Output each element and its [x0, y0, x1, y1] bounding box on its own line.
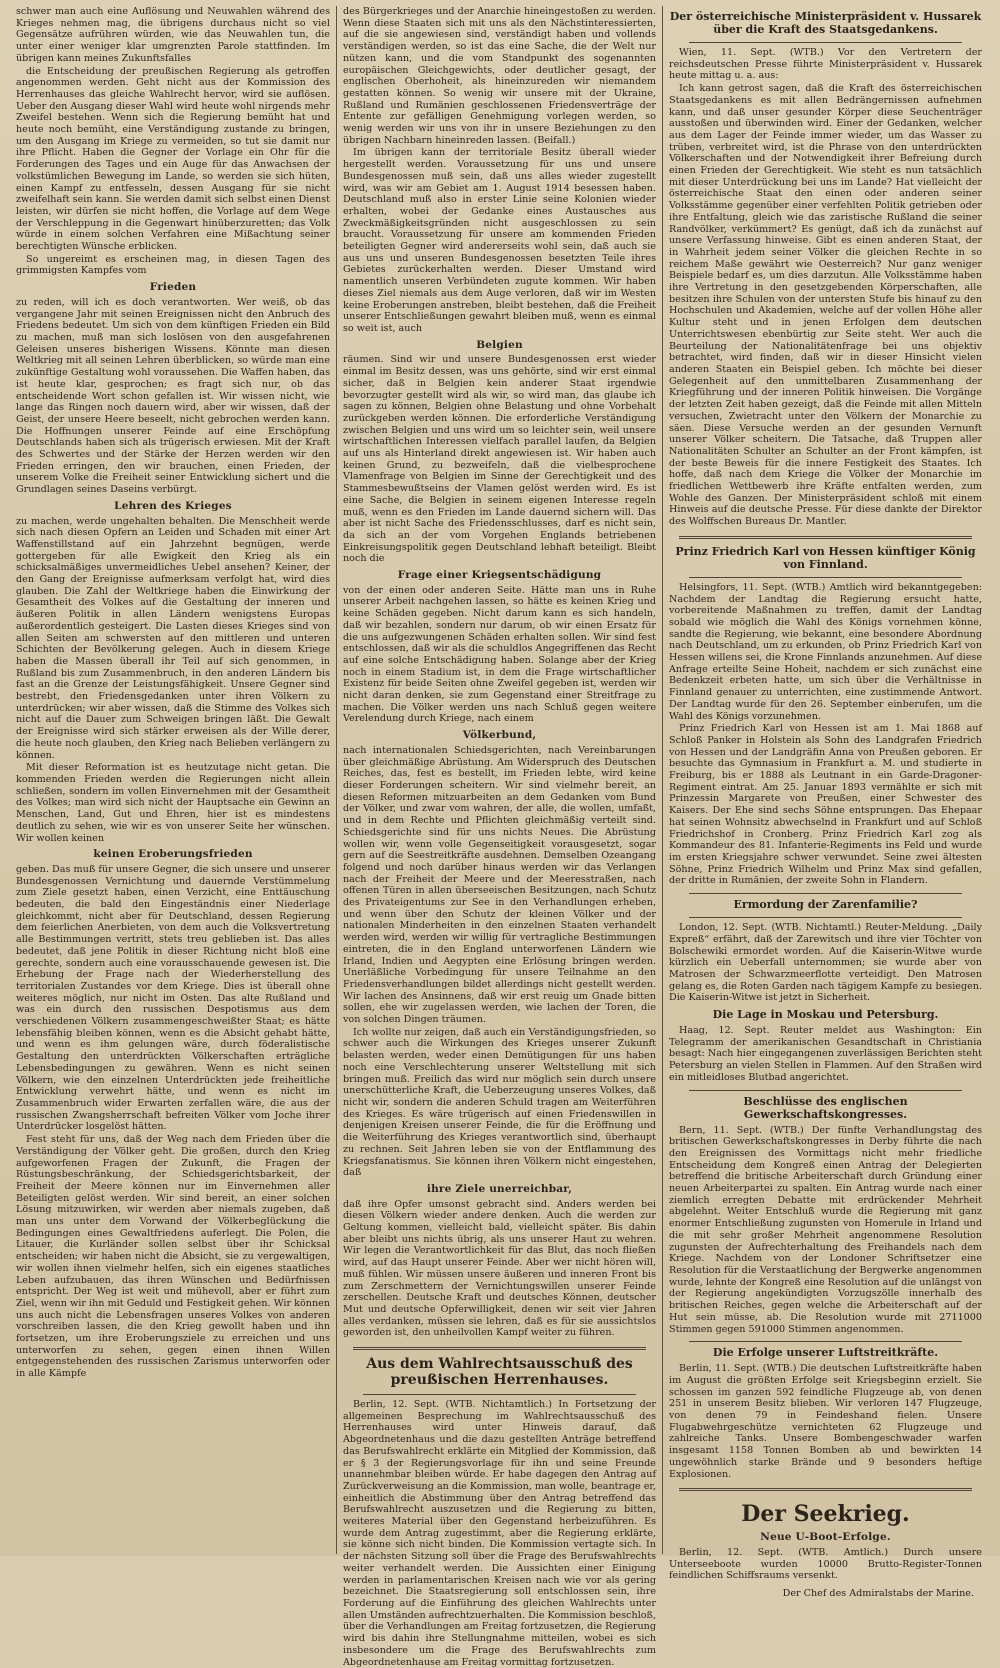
paragraph: Helsingfors, 11. Sept. (WTB.) Amtlich wird bekanntgegeben: Nachdem der Landtag die Regierung ersucht hatte, vorbereitende Maßnahmen zu treffen, damit der Landtag sobald wie möglich die Wahl des Königs vornehmen könne, sandte die Regierung, wie bekannt, eine besondere Abordnung nach Deutschland, um zu erkunden, ob Prinz Friedrich Karl von Hessen willens sei, die Krone Finnlands anzunehmen. Auf diese Anfrage erteilte Seine Hoheit, nachdem er sich zunächst eine Bedenkzeit erbeten hatte, um sich über die Verhältnisse in Finnland genauer zu unterrichten, eine zustimmende Antwort. Der Landtag wurde für den 26. September einberufen, um die Wahl des Königs vorzunehmen.	[669, 581, 982, 722]
paragraph: Fest steht für uns, daß der Weg nach dem Frieden über die Verständigung der Völker geht. Die großen, durch den Krieg aufgeworfenen Fragen der Zukunft, die Fragen der Rüstungsbeschränkung, der Schiedsgerichtsbarkeit, der Freiheit der Meere können nur im Einvernehmen aller Beteiligten gelöst werden. Wir sind bereit, an einer solchen Lösung mitzuwirken, wir werden aber niemals zugeben, daß man uns unter dem Vorwand der Völkerbeglückung die Bedingungen eines Gewaltfriedens auferlegt. Die Polen, die Litauer, die Kurländer sollen selbst über ihr Schicksal entscheiden; wir haben nicht die Absicht, sie zu vergewaltigen, wir wollen ihnen vielmehr helfen, sich ein eigenes staatliches Leben aufzubauen, das ihren Wünschen und Bedürfnissen entspricht. Der Weg ist weit und mühevoll, aber er führt zum Ziel, wenn wir ihn mit Geduld und Festigkeit gehen. Wir können uns auch nicht die Lebensfragen unseres Volkes von anderen vorschreiben lassen, die den Krieg gewollt haben und ihn fortsetzen, um ihre Eroberungsziele zu erreichen und uns unterworfen zu sehen, gegen einen ihnen Willen entgegenstehenden des russischen Zarismus unterworfen oder in alle Kämpfe	[16, 1134, 330, 1380]
paragraph: Bern, 11. Sept. (WTB.) Der fünfte Verhandlungstag des britischen Gewerkschaftskongresses in Derby führte die nach den Ereignissen des Vormittags nicht mehr friedliche Entscheidung dem Kongreß einen Antrag der Delegierten betreffend die britische Arbeiterschaft durch Gründung einer neuen Arbeiterpartei zu spalten. Ein Antrag wurde nach einer ziemlich erregten Debatte mit erdrückender Mehrheit abgelehnt. Weiter Entschluß wurde die Regierung mit ganz enormer Entschließung zugunsten von Homerule in Irland und die mit sehr großer Mehrheit angenommene Resolution zugunsten der Aufrechterhaltung des Freihandels nach dem Kriege. Nachdem von der Londoner Schriftsetzer eine Resolution für die Verstaatlichung der Bergwerke angenommen wurde, lehnte der Kongreß eine Resolution auf die unlängst von der Regierung angekündigten Vorzugszölle innerhalb des britischen Reiches, gegen welche die Arbeiterschaft auf der Hut sein müsse, ab. Die Resolution wurde mit 2711000 Stimmen gegen 591000 Stimmen angenommen.	[669, 1124, 982, 1335]
column-1	[10, 6, 336, 1554]
subheading-kriegsentschaedigung: Frage einer Kriegsentschädigung	[397, 569, 602, 582]
paragraph: Ich kann getrost sagen, daß die Kraft des österreichischen Staatsgedankens es mit allen Bedrängernissen aufnehmen kann, und daß unser gesunder Körper diese Seuchenträger ausstoßen und überwinden wird. Einer der Gedanken, welcher aus dem Lager der Feinde immer wieder, um das Wasser zu trüben, verbreitet wird, ist die Phrase von den unterdrückten Völkerschaften und der Notwendigkeit ihrer Befreiung durch einen Frieden der Gerechtigkeit. Wie steht es nun tatsächlich mit dieser Unterdrückung bei uns im Lande? Hat vielleicht der österreichische Staat den einen oder anderen seiner Volksstämme gegenüber einer verfehlten Politik getrieben oder ihre Entfaltung, gleich wie das zaristische Rußland die seiner Randvölker, verkümmert? Es genügt, daß ich da zunächst auf unsere Verfassung hinweise. Gibt es einen anderen Staat, der in Wahrheit jedem seiner Völker die gleichen Rechte in so reichem Maße gewährt wie Oesterreich? Nur ganz weniger Beispiele bedarf es, um dies darzutun. Alle Volksstämme haben ihre Vertretung in den gesetzgebenden Körperschaften, alle besitzen ihre Schulen von der untersten Stufe bis hinauf zu den Hochschulen und Akademien, welche auf der vollen Höhe aller Kultur steht und in jenen Erfolgen dem deutschen Unterrichtswesen ebenbürtig zur Seite steht. Wer auch die Beurteilung der Nationalitätenfrage bei uns objektiv betrachtet, wird finden, daß wir in dieser Hinsicht vielen anderen Staaten ein Beispiel geben. Ich möchte bei dieser Gelegenheit auf den unmittelbaren Zusammenhang der Kriegführung und der inneren Politik hinweisen. Die Vorgänge der letzten Zeit haben gezeigt, daß die Feinde mit allen Mitteln versuchen, Zwietracht unter den Völkern der Monarchie zu säen. Diese Versuche werden an der gesunden Vernunft unserer Völker scheitern. Die Tatsache, daß Truppen aller Nationalitäten Schulter an Schulter an der Front kämpfen, ist der beste Beweis für die innere Festigkeit des Staates. Ich hoffe, daß nach dem Kriege die Völker der Monarchie im friedlichen Wettbewerb ihre Kräfte entfalten werden, zum Wohle des Ganzen. Der Ministerpräsident schloß mit einem Hinweis auf die deutsche Presse. Für diese dankte der Direktor des Wolffschen Bureaus Dr. Mantler.	[669, 83, 982, 528]
divider	[679, 536, 972, 539]
paragraph: Berlin, 12. Sept. (WTB. Amtlich.) Durch unsere Unterseeboote wurden 10000 Brutto-Register-Tonnen feindlichen Schiffsraums versenkt.	[669, 1546, 982, 1582]
subheading-u-boot: Neue U-Boot-Erfolge.	[760, 1531, 891, 1544]
divider	[689, 577, 962, 578]
paragraph: geben. Das muß für unsere Gegner, die sich unsere und unserer Bundesgenossen Vernichtung und dauernde Verstümmelung zum Ziele gesetzt haben, einen Verzicht, eine Enttäuschung bedeuten, die bald den Eingeständnis einer Niederlage gleichkommt, nicht aber für Deutschland, dessen Regierung dem feierlichen Anerbieten, von dem auch die Volksvertretung alle Bestimmungen vertritt, stets treu geblieben ist. Das alles bedeutet, daß jene Politik in dieser Richtung nicht bloß eine gerechte, sondern auch eine vorausschauende gewesen ist. Die Erhebung der Frage nach der Wiederherstellung des territorialen Zustandes vor dem Kriege. Dies ist überall ohne weiteres möglich, nur nicht im Osten. Das alte Rußland und was ein durch den russischen Despotismus aus dem verschiedenen Völkern zusammengeschweißter Staat; es hätte lebensfähig bleiben können, wenn es die Absicht gehabt hätte, und wenn es ihm gelungen wäre, durch föderalistische Gestaltung den unterdrückten Völkerschaften erträgliche Lebensbedingungen zu gewähren. Wenn es nicht seinen Völkern, wie den einzelnen Unterdrückten jede freiheitliche Entwicklung verwehrt hätte, und wenn es nicht im Zusammenbruch wider Erwarten zerfallen wäre, die aus der russischen Zwangsherrschaft befreiten Völker vom Joche ihrer Unterdrücker losgelöst hätten.	[16, 863, 330, 1133]
paragraph: räumen. Sind wir und unsere Bundesgenossen erst wieder einmal im Besitz dessen, was uns gehörte, sind wir erst einmal sicher, daß in Belgien kein anderer Staat irgendwie bevorzugter gestellt wird als wir, so wird man, das glaube ich sagen zu können, Belgien ohne Belastung und ohne Vorbehalt zurückgeben werden können. Die erforderliche Verständigung zwischen Belgien und uns wird um so leichter sein, weil unsere wirtschaftlichen Interessen vielfach parallel laufen, da Belgien auf uns als Hinterland direkt angewiesen ist. Wir haben auch keinen Grund, zu bezweifeln, daß die vielbesprochene Vlamenfrage von Belgien im Sinne der Gerechtigkeit und des Stammesbewußtseins der Vlamen gelöst werden wird. Es ist eine Sache, die Belgien in seinem eigenen Interesse regeln muß, wenn es den Frieden im Lande dauernd sichern will. Das aber ist nicht Sache des Friedensschlusses, darf es nicht sein, da sich an der vom Vorgehen Englands betriebenen Einkreisungspolitik gegen Deutschland lebhaft beteiligt. Bleibt noch die	[343, 354, 656, 565]
subheading-belgien: Belgien	[476, 338, 523, 351]
paragraph: London, 12. Sept. (WTB. Nichtamtl.) Reuter-Meldung. „Daily Expreß“ erfährt, daß der Zarewitsch und ihre vier Töchter von Bolschewiki ermordet worden. Auf die Kaiserin-Witwe wurde kürzlich ein Ueberfall unternommen; sie wurde aber von Matrosen der Schwarzmeerflotte verteidigt. Den Matrosen gelang es, die Roten Garden nach tägigem Kampfe zu besiegen. Die Kaiserin-Witwe ist jetzt in Sicherheit.	[669, 922, 982, 1004]
article-headline-seekrieg: Der Seekrieg.	[741, 1501, 910, 1528]
divider	[689, 1090, 962, 1091]
paragraph: So ungereimt es erscheinen mag, in diesen Tagen des grimmigsten Kampfes vom	[16, 253, 330, 277]
paragraph: Im übrigen kann der territoriale Besitz überall wieder hergestellt werden. Voraussetzung für uns und unsere Bundesgenossen muß sein, daß uns alles wieder zugestellt wird, was wir am Gebiet am 1. August 1914 besessen haben. Deutschland muß also in erster Linie seine Kolonien wieder erhalten, wobei der Gedanke eines Austausches aus Zweckmäßigkeitsgründen nicht ausgeschlossen zu sein braucht. Voraussetzung für unsere am kommenden Frieden beteiligten Gegner wird andererseits wohl sein, daß auch sie aus uns und unseren Bundesgenossen besetzten Teile ihres Gebietes zurückerhalten werden. Dieser Umstand wird namentlich unseren Verbündeten zugute kommen. Wir haben dieses Ziel niemals aus dem Auge verloren, daß wir im Westen keine Eroberungen anstreben, bleibt bestehen, daß die Freiheit unserer Entschließungen gewahrt bleiben muß, wenn es einmal so weit ist, auch	[343, 147, 656, 334]
subheading-voelkerbund: Völkerbund,	[462, 729, 537, 742]
divider	[689, 893, 962, 894]
paragraph: die Entscheidung der preußischen Regierung als getroffen angenommen werden. Geht nicht aus der Kommission des Herrenhauses das gleiche Wahlrecht hervor, wird sie auflösen. Ueber den Ausgang dieser Wahl wird heute wohl nirgends mehr Zweifel bestehen. Wenn sich die Regierung bemüht hat und heute noch bemüht, eine Verständigung zustande zu bringen, um den Ausgang im Kriege zu vermeiden, so tut sie damit nur ihre Pflicht. Haben die Gegner der Vorlage ein Ohr für die Forderungen des Tages und ein Auge für das Anwachsen der volkstümlichen Bewegung im Lande, so werden sie sich hüten, einen Kampf zu entfesseln, dessen Ausgang für sie nicht zweifelhaft sein kann. Sie werden damit sich selbst einen Dienst leisten, wir dürfen sie nicht hoffen, die Vorlage auf dem Wege der Verschleppung in die Gegenwart hinüberzuretten; das Volk würde in einem solchen Verfahren eine Mißachtung seiner berechtigten Wünsche erblicken.	[16, 65, 330, 253]
article-headline-wahlrecht: Aus dem Wahlrechtsausschuß des preußischen Herrenhauses.	[366, 1356, 633, 1389]
paragraph: Ich wollte nur zeigen, daß auch ein Verständigungsfrieden, so schwer auch die Wirkungen des Krieges unserer Zukunft belasten werden, weder einen Demütigungen für uns haben noch eine Verschlechterung unserer Weltstellung mit sich bringen muß. Freilich das wird nur möglich sein durch unsere unerschütterliche Kraft, die Ueberzeugung unseres Volkes, daß nicht wir, sondern die anderen Schuld tragen am Weiterführen des Krieges. Es wäre trügerisch auf einen Friedenswillen in denjenigen Kreisen unserer Feinde, die für die Eröffnung und die Weiterführung des Krieges verantwortlich sind, überhaupt zu rechnen. Seit Jahren leben sie von der Entflammung des Kriegsfanatismus. Sie können ihren Völkern nicht eingestehen, daß	[343, 1026, 656, 1179]
subheading-frieden: Frieden	[149, 281, 197, 294]
divider	[689, 917, 962, 918]
paragraph: Berlin, 11. Sept. (WTB.) Die deutschen Luftstreitkräfte haben im August die größten Erfolge seit Kriegsbeginn erzielt. Sie schossen im ganzen 592 feindliche Flugzeuge ab, von denen 251 in unserem Besitz blieben. Wir verloren 147 Flugzeuge, von denen 79 in Feindeshand fielen. Unsere Flugabwehrgeschütze vernichteten 62 Flugzeuge und zahlreiche Tanks. Unsere Bombengeschwader warfen insgesamt 1158 Tonnen Bomben ab und bewirkten 14 ungewöhnlich starke Brände und 9 besonders heftige Explosionen.	[669, 1363, 982, 1480]
subheading-ziele: ihre Ziele unerreichbar,	[426, 1182, 573, 1195]
paragraph: schwer man auch eine Auflösung und Neuwahlen während des Krieges nehmen mag, die übrigens durchaus nicht so viel Gegensätze aufrühren würden, wie das Neuwahlen tun, die unter einer weniger klar umgrenzten Parole stattfinden. Im übrigen kann meines Zukunftsfalles	[16, 6, 330, 64]
paragraph: Wien, 11. Sept. (WTB.) Vor den Vertretern der reichsdeutschen Presse führte Ministerpräsident v. Hussarek heute mittag u. a. aus:	[669, 47, 982, 82]
column-3	[662, 6, 988, 1600]
paragraph: des Bürgerkrieges und der Anarchie hineingestoßen zu werden. Wenn diese Staaten sich mit uns als den Nächstinteressierten, auf die sie angewiesen sind, verständigt haben und vollends verständigen werden, so ist das eine Sache, die der Welt nur nützen kann, und die vom Standpunkt des sogenannten europäischen Gleichgewichts, oder deutlicher gesagt, der englischen Oberhoheit, als hineinzureden wir niemandem gestatten können. So wenig wir unsere mit der Ukraine, Rußland und Rumänien geschlossenen Friedensverträge der Entente zur gefälligen Genehmigung vorlegen werden, so wenig werden wir uns von ihr in unsere Beziehungen zu den übrigen Nachbarn hineinreden lassen. (Beifall.)	[343, 6, 656, 146]
paragraph: Berlin, 12. Sept. (WTB. Nichtamtlich.) In Fortsetzung der allgemeinen Besprechung im Wahlrechtsausschuß des Herrenhauses wird unter Hinweis darauf, daß Abgeordnetenhaus und die dazu gestellten Anträge betreffend das Berufswahlrecht erklärte ein Mitglied der Kommission, daß er § 3 der Regierungsvorlage für ihn und seine Freunde unannehmbar bleiben würde. Er habe dagegen den Antrag auf Zurückverweisung an die Kommission, man wolle, beantrage er, einheitlich die Abstimmung über den Antrag betreffend das Berufswahlrecht auszusetzen und die Regierung zu bitten, weiteres Material über den Gegenstand herbeizuführen. Es wurde dem Antrag zugestimmt, aber die Regierung erklärte, sie könne sich nicht binden. Die Kommission vertagte sich. In der nächsten Sitzung soll über die Frage des Berufswahlrechts weiter verhandelt werden. Die Aussichten einer Einigung werden in parlamentarischen Kreisen nach wie vor als gering bezeichnet. Die Staatsregierung soll entschlossen sein, ihre Forderung auf die Einführung des gleichen Wahlrechts unter allen Umständen aufrechtzuerhalten. Die Kommission beschloß, über die Verhandlungen am Freitag fortzusetzen, die Regierung wird bis dahin ihre Stellungnahme mitteilen, wobei es sich insbesondere um die Frage des Berufswahlrechts zum Abgeordnetenhause am Freitag vormittag fortzusetzen.	[343, 1399, 657, 1668]
divider	[363, 1394, 636, 1395]
paragraph: Haag, 12. Sept. Reuter meldet aus Washington: Ein Telegramm der amerikanischen Gesandtschaft in Christiania besagt: Nach hier eingegangenen zuverlässigen Berichten steht Petersburg an vielen Stellen in Flammen. Auf den Straßen wird ein mitleidloses Blutbad angerichtet.	[669, 1025, 982, 1083]
paragraph: Prinz Friedrich Karl von Hessen ist am 1. Mai 1868 auf Schloß Panker in Holstein als Sohn des Landgrafen Friedrich von Hessen und der Landgräfin Anna von Preußen geboren. Er besuchte das Gymnasium in Frankfurt a. M. und studierte in Freiburg, bis er 1888 als Leutnant in ein Garde-Dragoner-Regiment eintrat. Am 25. Januar 1893 vermählte er sich mit Prinzessin Margarete von Preußen, einer Schwester des Kaisers. Der Ehe sind sechs Söhne entsprungen. Das Ehepaar hat seinen Wohnsitz abwechselnd in Frankfurt und auf Schloß Friedrichshof in Cronberg. Prinz Friedrich Karl zog als Kommandeur des 81. Infanterie-Regiments ins Feld und wurde im ersten Kriegsjahre schwer verwundet. Seine zwei ältesten Söhne, Prinz Friedrich Wilhelm und Prinz Max sind gefallen, der dritte in Rumänien, der zweite Sohn in Flandern.	[669, 723, 982, 887]
article-headline-finnland: Prinz Friedrich Karl von Hessen künftiger König von Finnland.	[675, 544, 976, 571]
column-2	[336, 6, 662, 1668]
paragraph: zu machen, werde ungehalten behalten. Die Menschheit werde sich nach diesen Opfern an Leiden und Schaden mit einer Art Waffenstillstand auf ein Jahrzehnt begnügen, werde gottergeben für alle Ewigkeit den Krieg als ein schicksalmäßiges unvermeidliches Uebel ansehen? Keiner, der den Gang der Ereignisse aufmerksam verfolgt hat, wird dies glauben. Die Zahl der Weltkriege haben die Einwirkung der Gesamtheit des Volkes auf die Gestaltung der inneren und äußeren Politik in allen Ländern wenigstens Europas außerordentlich gesteigert. Die Lasten dieses Krieges sind von allen Seiten am schwersten auf den mittleren und unteren Schichten der Bevölkerung gelegen. Auch in diesem Kriege haben die Massen überall ihr Teil auf sich genommen, in Rußland bis zum Zusammenbruch, in den anderen Ländern bis fast an die Grenze der Leistungsfähigkeit. Unsere Gegner sind bestrebt, den Friedensgedanken unter ihren Völkern zu unterdrücken; wir aber wissen, daß die Stimme des Volkes sich nicht auf die Dauer zum Schweigen bringen läßt. Die Gewalt der Ereignisse wird sich stärker erweisen als der Wille derer, die heute noch glauben, den Krieg nach Belieben verlängern zu können.	[16, 515, 330, 761]
divider	[689, 42, 962, 43]
paragraph: nach internationalen Schiedsgerichten, nach Vereinbarungen über gleichmäßige Abrüstung. Am Widerspruch des Deutschen Reiches, das, fest es bestellt, im Frieden lebte, wird keine dieser Forderungen scheitern. Wir sind vielmehr bereit, an diesen Reformen mitzuarbeiten an dem Gedanken vom Bund der Völker, und zwar vom wahren, der alle, die wollen, umfaßt, und in dem Rechte und Pflichten gleichmäßig verteilt sind. Schiedsgerichte sind für uns nichts Neues. Die Abrüstung wollen wir, wenn volle Gegenseitigkeit vorausgesetzt, sogar gern auf die Seestreitkräfte ausdehnen. Demselben Ozeangang folgend und noch darüber hinaus werden wir das Verlangen nach der Freiheit der Meere und der Meeresstraßen, nach offenen Türen in allen überseeischen Besitzungen, nach Schutz des Privateigentums zur See in den Verhandlungen erheben, und wenn über den Schutz der kleinen Völker und der nationalen Minderheiten in den einzelnen Staaten verhandelt werden wird, werden wir willig für vertragliche Bestimmungen eintreten, die in den England unterworfenen Ländern wie Irland, Indien und Aegypten eine Erlösung bringen werden. Unerläßliche Vorbedingung für unsere Teilnahme an den Friedensverhandlungen bildet allerdings nicht gestellt werden. Wir lachen des Ansinnens, daß wir erst reuig um Gnade bitten sollen, ehe wir zugelassen werden, wie lachen der Toren, die von solchen Dingen träumen.	[343, 744, 656, 1026]
article-headline-zarenfamilie: Ermordung der Zarenfamilie?	[733, 898, 918, 912]
columns	[10, 6, 990, 1668]
article-headline-gewerkschaft: Beschlüsse des englischen Gewerkschaftskongresses.	[743, 1094, 908, 1121]
article-headline-moskau: Die Lage in Moskau und Petersburg.	[712, 1008, 939, 1022]
paragraph: von der einen oder anderen Seite. Hätte man uns in Ruhe unserer Arbeit nachgehen lassen, so hätte es keinen Krieg und keine Schäden gegeben. Nicht darum kann es sich handeln, daß wir bezahlen, sondern nur darum, ob wir einen Ersatz für die uns aufgezwungenen Schäden erhalten sollen. Wir sind fest entschlossen, daß wir als die schuldlos Angegriffenen das Recht auf eine solche Entschädigung haben. Solange aber der Krieg noch in einem Stadium ist, in dem die Frage wirtschaftlicher Existenz für beide Seiten ohne Zweifel gegeben ist, werden wir nicht daran denken, sie zum Gegenstand einer Streitfrage zu machen. Die Völker werden uns nach Schluß gegen weitere Verelendung durch Kriege, nach einem	[343, 584, 656, 725]
paragraph: zu reden, will ich es doch verantworten. Wer weiß, ob das vergangene Jahr mit seinen Ereignissen nicht den Anbruch des Friedens bedeutet. Um sich von dem künftigen Frieden ein Bild zu machen, muß man sich loslösen von den ausgefahrenen Geleisen unseres bisherigen Wissens. Könnte man diesen Weltkrieg mit all seinen Lehren überblicken, so würde man eine zukünftige Gestaltung wohl voraussehen. Die Waffen haben, das ist heute klar, gesprochen; es fragt sich nur, ob das entscheidende Wort schon gefallen ist. Wir wissen nicht, wie lange das Ringen noch dauern wird, aber wir wissen, daß der Geist, der unsere Heere beseelt, nicht gebrochen werden kann. Die Hoffnungen unserer Feinde auf eine Erschöpfung Deutschlands haben sich als trügerisch erwiesen. Mit der Kraft des Schwertes und der Stärke der Herzen werden wir den Frieden erringen, den wir brauchen, einen Frieden, der unserem Volke die Freiheit seiner Entwicklung sichert und die Grundlagen seines Daseins verbürgt.	[16, 296, 330, 496]
paragraph: daß ihre Opfer umsonst gebracht sind. Anders werden bei diesen Völkern wieder andere denken. Auch die werden zur Geltung kommen, vielleicht bald, vielleicht später. Bis dahin aber bleibt uns nichts übrig, als uns unserer Haut zu wehren. Wir legen die Verantwortlichkeit für das Blut, das noch fließen wird, auf das Haupt unserer Feinde. Aber wer nicht hören will, muß fühlen. Wir müssen unsere äußeren und inneren Front bis zum Zerschmettern der Vernichtungswillen unserer Feinde zerschellen. Deutsche Kraft und deutsches Können, deutscher Mut und deutsche Opferwilligkeit, denen wir seit vier Jahren alles verdanken, müssen sie lehren, daß es für sie aussichtslos geworden ist, den unheilvollen Kampf weiter zu führen.	[343, 1198, 656, 1339]
article-headline-luftstreitkraefte: Die Erfolge unserer Luftstreitkräfte.	[712, 1346, 939, 1360]
divider	[679, 1488, 972, 1491]
subheading-lehren: Lehren des Krieges	[114, 499, 232, 512]
divider	[689, 1341, 962, 1342]
divider	[353, 1347, 646, 1350]
article-headline-hussarek: Der österreichische Ministerpräsident v. Hussarek über die Kraft des Staatsgedankens.	[669, 10, 982, 36]
paragraph: Mit dieser Reformation ist es heutzutage nicht getan. Die kommenden Frieden werden die Regierungen nicht allein schließen, sondern im vollen Einvernehmen mit der Gesamtheit des Volkes; man wird sich nicht der Hauptsache ein Gewinn an Menschen, Land, Gut und Ehren, hier ist es mindestens deutlich zu sehen, wie wir es von unserer Seite her wünschen. Wir wollen keinen	[16, 762, 330, 844]
subheading-eroberungsfrieden: keinen Eroberungsfrieden	[93, 848, 253, 861]
signature-line: Der Chef des Admiralstabs der Marine.	[782, 1588, 974, 1600]
